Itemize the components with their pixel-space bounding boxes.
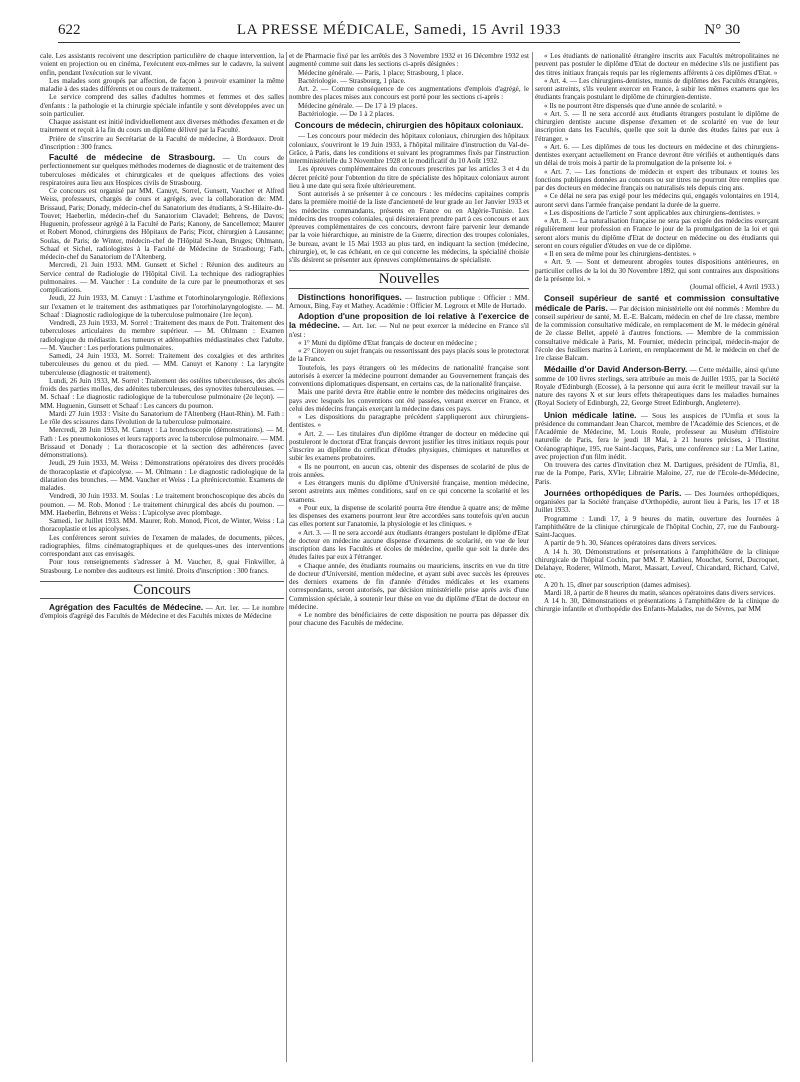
- paragraph: « Art. 2. — Les titulaires d'un diplôme étranger de docteur en médecine qui postuleront le doctorat d'Etat français devront justifier les titres initiaux requis pour s'inscrire au diplôme du certificat d'études physiques, chimiques et naturelles et subir les examens probatoires.: [289, 429, 529, 463]
- source-citation: (Journal officiel, 4 Avril 1933.): [690, 283, 779, 291]
- section-heading: Union médicale latine.: [544, 409, 637, 420]
- paragraph-text: — Par décision ministérielle ont été nommés : Membre du conseil supérieur de santé, M. E.-E. Balcam, médecin en chef de 1re classe, membre de la commission consultative médicale, en remplacement de M. le médecin général de 2e classe Bellet, appelé à d'autres fonctions. — Membre de la commission consultative médicale à Paris, M. Fournier, médecin principal, médecin-major de l'école des fusiliers marins à Lorient, en remplacement de M. le médecin en chef de 1re classe Balcam.: [535, 304, 779, 362]
- section-title-concours: Concours: [40, 581, 284, 599]
- journal-title: LA PRESSE MÉDICALE, Samedi, 15 Avril 1933: [236, 22, 562, 38]
- paragraph-text: — Des Journées orthopédiques, organisées par la Société française d'Orthopédie, auront lieu à Paris, les 17 et 18 Juillet 1933.: [535, 489, 779, 515]
- issue-number: N° 30: [704, 22, 740, 38]
- paragraph: « Les dispositions de l'article 7 sont applicables aux chirurgiens-dentistes. »: [544, 208, 761, 217]
- paragraph: Le service comprend des salles d'adultes hommes et femmes et des salles d'enfants : la pathologie et la chirurgie spéciale infantile y sont développées avec un soin particulier.: [40, 93, 284, 118]
- paragraph: « Art. 4. — Les chirurgiens-dentistes, munis de diplômes des Facultés étrangères, seront astreints, s'ils veulent exercer en France, à subir les mêmes examens que les étudiants français postulant le diplôme de chirurgien-dentiste.: [535, 76, 779, 102]
- paragraph: Médecine générale. — Paris, 1 place; Strasbourg, 1 place.: [298, 68, 464, 77]
- paragraph: « Chaque année, des étudiants roumains ou mauriciens, inscrits en vue du titre de docteur d'Université, mention médecine, et ayant subi avec succès les épreuves des derniers examens de fin d'année d'études médicales et les examens correspondants, seront autorisés, par décision ministérielle prise après avis d'une Commission spéciale, à soutenir leur thèse en vue du diplôme d'Etat de docteur en médecine.: [289, 561, 529, 611]
- paragraph: Toutefois, les pays étrangers où les médecins de nationalité française sont autorisés à exercer la médecine pourront demander au Gouvernement français des conventions diplomatiques dispensant, en certains cas, de la nationalité française.: [289, 363, 529, 389]
- paragraph: Bactériologie. — Strasbourg, 1 place.: [298, 76, 406, 85]
- paragraph: Pour tous renseignements s'adresser à M. Vaucher, 8, quai Finkwiller, à Strasbourg. Le nombre des auditeurs est limité. Droits d'inscription : 300 francs.: [40, 558, 284, 575]
- paragraph: « Il en sera de même pour les chirurgiens-dentistes. »: [544, 250, 697, 258]
- paragraph: « Le nombre des bénéficiaires de cette disposition ne pourra pas dépasser dix pour chacune des Facultés de médecine.: [289, 611, 529, 628]
- paragraph-text: — Instruction publique : Officier : MM. Arnoux, Bing, Fay et Mathey. Académie : Officier M. Legroux et Mlle de Hurtado.: [289, 293, 529, 310]
- paragraph: Samedi, 1er Juillet 1933. MM. Maurer, Rob. Monod, Picot, de Winter, Weiss : La thoracoplastie et les apicolyses.: [40, 517, 284, 534]
- paragraph-text: — Sous les auspices de l'Umfia et sous la présidence du commandant Jean Charcot, membre de l'Académie des Sciences, et de l'Académie de Médecine, M. Louis Roule, professeur au Muséum d'Histoire naturelle de Paris, fera le jeudi 18 Mai, à 21 heures précises, à l'Institut Océanographique, 195, rue Saint-Jacques, Paris, une conférence sur : La Mer Latine, avec projection d'un film inédit.: [535, 411, 779, 461]
- paragraph: A 20 h. 15, dîner par souscription (dames admises).: [544, 580, 691, 589]
- paragraph: Les conférences seront suivies de l'examen de malades, de documents, pièces, radiographies, films cinématographiques et de quelques-unes des interventions correspondant aux cas envisagés.: [40, 533, 284, 558]
- paragraph: Les malades sont groupés par affection, de façon à pouvoir examiner la même maladie à des stades différents et ou cours de traitement.: [40, 76, 284, 93]
- paragraph: Lundi, 26 Juin 1933, M. Sorrel : Traitement des ostéites tuberculeuses, des abcès froids des parties molles, des adénites tuberculeuses, des synovites tuberculeuses. — M. Schaaf : Le diagnostic radiologique de la tuberculose pulmonaire (2e leçon). — MM. Huguenin, Gunsett et Schaaf : Les cancers du poumon.: [40, 376, 284, 410]
- paragraph: A 14 h. 30, Démonstrations et présentations à l'amphithéâtre de la clinique chirurgicale de l'hôpital Cochin, par MM. P. Mathieu, Mouchet, Sorrel, Ducroquet, Delahaye, Roderer, Wilmoth, Marot, Massart, Leveuf, Chicandard, Richard, Calvé, etc.: [535, 547, 779, 581]
- paragraph-text: — Art. 1er. — Le nombre d'emplois d'agrégé des Facultés de Médecine et des Facultés mixtes de Médecine: [40, 604, 284, 621]
- news-item: [289, 293, 529, 311]
- paragraph: Samedi, 24 Juin 1933, M. Sorrel: Traitement des coxalgies et des arthrites tuberculeuses du genou et du pied. — MM. Canuyt et Kanony : La laryngite tuberculeuse (diagnostic et traitement).: [40, 352, 284, 377]
- column-divider: [286, 52, 287, 1062]
- paragraph: « Ils ne pourront, en aucun cas, obtenir des dispenses de scolarité de plus de trois années.: [289, 462, 529, 479]
- paragraph: Mercredi, 21 Juin 1933. MM. Gunsett et Sichel : Réunion des auditeurs au Service central de Radiologie de l'Hôpital Civil. La technique des radiographies pulmonaires. — M. Vaucher : La conduite de la cure par le pneumothorax et ses complications.: [40, 261, 284, 294]
- paragraph: Mardi 18, à partir de 8 heures du matin, séances opératoires dans divers services.: [544, 588, 776, 597]
- news-item: [535, 365, 779, 407]
- paragraph: Les épreuves complémentaires du concours prescrites par les articles 3 et 4 du décret précité pour l'obtention du titre de spécialiste des hôpitaux coloniaux auront lieu à une date qui sera fixée ultérieurement.: [289, 165, 529, 190]
- paragraph: Vendredi, 23 Juin 1933, M. Sorrel : Traitement des maux de Pott. Traitement des tuberculoses articulaires du membre supérieur. — M. Ohlmann : Examen radiologique du médiastin. Les tumeurs et adénopathies médiastinales chez l'adulte. — M. Vaucher : Les perforations pulmonaires.: [40, 319, 284, 352]
- news-item: [40, 153, 284, 187]
- paragraph: Vendredi, 30 Juin 1933. M. Soulas : Le traitement bronchoscopique des abcès du poumon. — M. Rob. Monod : Le traitement chirurgical des abcès du poumon. — MM. Haeberlin, Behrens et Weiss : L'apicolyse avec plombage.: [40, 492, 284, 517]
- paragraph: cale. Les assistants recoivent une description particulière de chaque intervention, la voient en projection ou en cinéma, l'exécutent eux-mêmes sur le cadavre, la suivent enfin, pendant l'exécution sur le vivant.: [40, 52, 284, 77]
- paragraph: Jeudi, 29 Juin 1933, M. Weiss : Démonstrations opératoires des divers procédés de thoracoplastie et d'apicolyse. — M. Ohlmann : Le diagnostic radiologique de la dilatation des bronches. — MM. Vaucher et Weiss : La phrénicectomie. Examens de malades.: [40, 459, 284, 492]
- header-rule: [58, 42, 740, 43]
- paragraph: « Art. 7. — Les fonctions de médecin et expert des tribunaux et toutes les fonctions publiques données au concours ou sur titres ne pourront être remplies que par des docteurs en médecine français ou naturalisés tels depuis cinq ans.: [535, 167, 779, 192]
- paragraph: Mardi 27 Juin 1933 : Visite du Sanatorium de l'Altenberg (Haut-Rhin). M. Fath : Le rôle des scissures dans l'évolution de la tuberculose pulmonaire.: [40, 409, 284, 426]
- section-heading: Concours de médecin, chirurgien des hôpitaux coloniaux.: [294, 120, 524, 130]
- news-item: [535, 489, 779, 515]
- paragraph: « Art. 5. — Il ne sera accordé aux étudiants étrangers postulant le diplôme de chirurgien dentiste aucune dispense d'examen et de scolarité en vue de leur inscription dans les Facultés, quelle que soit la durée des études faites par eux à l'étranger. »: [535, 109, 779, 143]
- paragraph: Mercredi, 28 Juin 1933, M. Canuyt : La bronchoscopie (démonstrations). — M. Fath : Les pneumokonioses et leurs rapports avec la tuberculose pulmonaire. — MM. Brissaud et Donady : La thoracoscopie et la section des adhérences (avec démonstrations).: [40, 426, 284, 459]
- page-number: 622: [58, 22, 81, 38]
- section-heading: Agrégation des Facultés de Médecine.: [49, 602, 204, 612]
- paragraph-text: — Cette médaille, ainsi qu'une somme de 100 livres sterlings, sera attribuée au mois de Juillet 1935, par la Société Royale d'Edinburgh (Ecosse), à la personne qui aura écrit le meilleur travail sur la nature des rayons X et sur leurs effets thérapeutiques dans les maladies humaines (Royal Society of Edinburgh, 22, George Street Edinburgh, Angleterre).: [535, 366, 779, 408]
- paragraph: Prière de s'inscrire au Secrétariat de la Faculté de médecine, à Bordeaux. Droit d'inscription : 300 francs.: [40, 134, 284, 151]
- section-heading: Médaille d'or David Anderson-Berry.: [544, 364, 688, 375]
- paragraph: — Les concours pour médecin des hôpitaux coloniaux, chirurgien des hôpitaux coloniaux, s'ouvriront le 19 Juin 1933, à l'hôpital militaire d'instruction du Val-de-Grâce, à Paris, dans les conditions et suivant les programmes fixés par l'instruction interministérielle du 3 Novembre 1928 et le modificatif du 10 Août 1932.: [289, 132, 529, 166]
- paragraph: A 14 h. 30, Démonstrations et présentations à l'amphithéâtre de la clinique de chirurgie infantile et d'orthopédie des Enfants-Malades, rue de Sèvres, par MM: [535, 597, 779, 614]
- paragraph: Ce concours est organisé par MM. Canuyt, Sorrel, Gunsett, Vaucher et Alfred Weiss, professeurs, chargés de cours et agrégés, avec la collaboration de: MM. Brissaud, Paris; Donady, médecin-chef du Sanatorium des étudiants, à St-Hilaire-du-Touvet; Haeberlin, médecin-chef du Sanatorium Clavadel; Behrens, de Davos; Huguenin, professeur agrégé à la Faculté de Paris; Kanony, de Sancellemoz; Maurer et Robert Monod, chirurgiens des Hôpitaux de Paris; Picot, chirurgien à Lausanne; Soulas, de Paris; de Winter, médecin-chef de l'Hôpital St-Jean, Bruges; Ohlmann, Schaaf et Sichel, radiologistes à la Faculté de Médecine de Strasbourg; Fath, médecin-chef du Sanatorium de l'Altenberg.: [40, 187, 284, 261]
- news-item: [40, 603, 284, 621]
- paragraph: Art. 2. — Comme conséquence de ces augmentations d'emplois d'agrégé, le nombre des places mises aux concours est porté pour les sections ci-après :: [289, 85, 529, 102]
- paragraph: Programme : Lundi 17, à 9 heures du matin, ouverture des Journées à l'amphithéâtre de la clinique chirurgicale de l'hôpital Cochin, 27, rue du Faubourg-Saint-Jacques.: [535, 514, 779, 539]
- paragraph: « Ce délai ne sera pas exigé pour les médecins qui, engagés volontaires en 1914, auront servi dans l'armée française pendant la durée de la guerre.: [535, 192, 779, 209]
- section-heading: Distinctions honorifiques.: [298, 291, 402, 302]
- paragraph: « Art. 8. — La naturalisation française ne sera pas exigée des médecins exerçant régulièrement leur profession en France le jour de la promulgation de la loi et qui seront alors munis du diplôme d'Etat de docteur en médecine ou des étudiants qui seront en cours régulier d'études en vue de ce diplôme.: [535, 217, 779, 250]
- paragraph: « Art. 9. — Sont et demeurent abrogées toutes dispositions antérieures, en particulier celles de la loi du 30 Novembre 1892, qui sont contraires aux dispositions de la présente loi. »: [535, 258, 779, 283]
- paragraph: « 2° Citoyen ou sujet français ou ressortissant des pays placés sous le protectorat de la France.: [289, 347, 529, 364]
- paragraph: Sont autorisés à se présenter à ce concours : les médecins capitaines compris dans la première moitié de la liste d'ancienneté de leur grade au 1er Janvier 1933 et les médecins commandants, présents en France ou en Algérie-Tunisie. Les médecins des troupes coloniales, qui désireraient prendre part à ces concours et aux épreuves complémentaires de ces concours, devront faire parvenir leur demande par la voie hiérarchique, au ministre de la Guerre, direction des troupes coloniales, 3e bureau, avant le 15 Mai 1933 au plus tard, en indiquant la section (médecine, chirurgie), et, le cas échéant, en ce qui concerne les médecins, la spécialité choisie s'ils désirent se présenter aux épreuves complémentaires de spécialiste.: [289, 190, 529, 265]
- news-item: [535, 294, 779, 362]
- column-2: [289, 52, 529, 628]
- section-heading: Adoption d'une proposition de loi relative à l'exercice de la médecine.: [289, 311, 529, 331]
- paragraph: A partir de 9 h. 30, Séances opératoires dans divers services.: [544, 539, 717, 548]
- section-title-nouvelles: Nouvelles: [289, 270, 529, 288]
- column-3: [535, 52, 779, 614]
- paragraph: Chaque assistant est initié individuellement aux diverses méthodes d'examen et de traitement et reçoit à la fin du cours un diplôme délivré par la Faculté.: [40, 118, 284, 135]
- paragraph: « Pour eux, la dispense de scolarité pourra être étendue à quatre ans; de même les dispenses des examens pourront leur être accordées sans toutefois qu'en aucun cas elles portent sur l'anatomie, la physiologie et les cliniques. »: [289, 503, 529, 529]
- paragraph: « Les étrangers munis du diplôme d'Université française, mention médecine, seront astreints aux mêmes conditions, sauf en ce qui concerne la scolarité et les examens.: [289, 479, 529, 504]
- section-heading: Journées orthopédiques de Paris.: [544, 487, 682, 498]
- paragraph: « Art. 3. — Il ne sera accordé aux étudiants étrangers postulant le diplôme d'Etat de docteur en médecine aucune dispense d'examens de scolarité, en vue de leur inscription dans les Facultés et écoles de médecine, quelle que soit la durée des études faites par eux à l'étranger.: [289, 528, 529, 562]
- page-header: [58, 22, 740, 44]
- paragraph: et de Pharmacie fixé par les arrêtés des 3 Novembre 1932 et 16 Décembre 1932 est augmenté comme suit dans les sections ci-après désignées :: [289, 52, 529, 69]
- paragraph: Médecine générale. — De 17 à 19 places.: [298, 101, 418, 110]
- paragraph-text: — Un cours de perfectionnement sur quelques méthodes modernes de diagnostic et de traitement des tuberculoses médicales et chirurgicales et de quelques affections des voies respiratoires aura lieu aux Hospices civils de Strasbourg.: [40, 154, 284, 187]
- paragraph: « Les dispositions du paragraphe précédent s'appliqueront aux chirurgiens-dentistes. »: [289, 413, 529, 430]
- paragraph: Mais une parité devra être établie entre le nombre des médecins originaires des pays avec lesquels les conventions ont été passées, venant exercer en France, et celui des médecins français exerçant la médecine dans ces pays.: [289, 388, 529, 413]
- paragraph: On trouvera des cartes d'invitation chez M. Dartigues, président de l'Umfia, 81, rue de la Pompe, Paris, XVIe; Librairie Maloine, 27, rue de l'Ecole-de-Médecine, Paris.: [535, 461, 779, 486]
- paragraph: « Ils ne pourront être dispensés que d'une année de scolarité. »: [544, 101, 723, 110]
- paragraph: « Les étudiants de nationalité étrangère inscrits aux Facultés métropolitaines ne peuvent pas postuler le diplôme d'Etat de docteur en médecine s'ils ne justifient pas des titres initiaux français requis par les règlements afférents à ces diplômes d'Etat. »: [535, 52, 779, 77]
- news-item: [289, 312, 529, 339]
- column-divider: [532, 52, 533, 1062]
- section-heading: Faculté de médecine de Strasbourg.: [49, 152, 216, 162]
- section-heading: Conseil supérieur de santé et commission consultative médicale de Paris.: [535, 293, 779, 313]
- paragraph: « Art. 6. — Les diplômes de tous les docteurs en médecine et des chirurgiens-dentistes exerçant actuellement en France devront être vérifiés et authentiqués dans un délai de trois mois à partir de la promulgation de la présente loi. »: [535, 142, 779, 168]
- paragraph: « 1° Muni du diplôme d'Etat français de docteur en médecine ;: [298, 338, 477, 347]
- news-item: [535, 411, 779, 462]
- column-1: [40, 52, 284, 621]
- paragraph-text: — Art. 1er. — Nul ne peut exercer la médecine en France s'il n'est :: [289, 322, 529, 339]
- paragraph: Bactériologie. — De 1 à 2 places.: [298, 109, 395, 118]
- paragraph: Jeudi, 22 Juin 1933, M. Canuyt : L'asthme et l'otorhinolaryngologie. Réflexions sur l'examen et le traitement des asthmatiques par l'otorhinolaryngologiste. — M. Schaaf : Diagnostic radiologique de la tuberculose pulmonaire (1re leçon).: [40, 294, 284, 319]
